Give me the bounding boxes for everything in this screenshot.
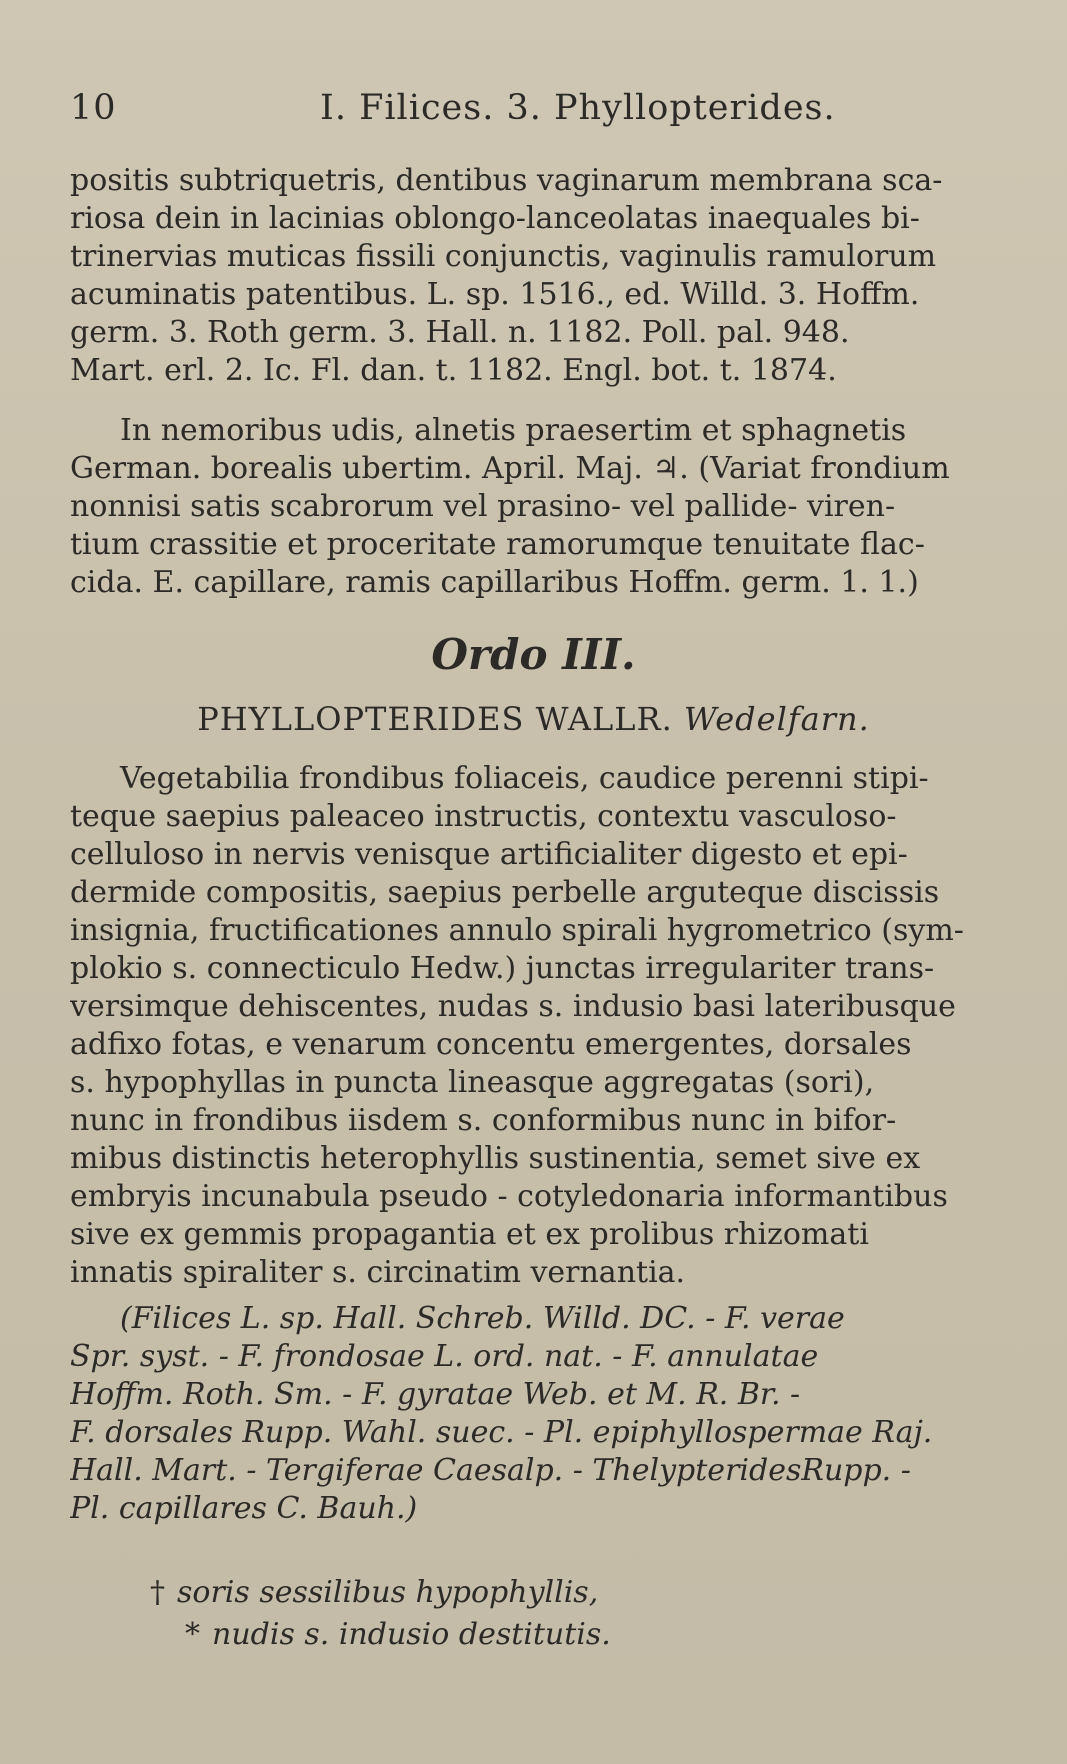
text-line: germ. 3. Roth germ. 3. Hall. n. 1182. Poll. pal. 948. bbox=[70, 315, 850, 350]
text-line: plokio s. connecticulo Hedw.) junctas irregulariter trans- bbox=[70, 951, 935, 986]
asterisk-symbol: * bbox=[185, 1617, 200, 1652]
text-line: acuminatis patentibus. L. sp. 1516., ed. Willd. 3. Hoffm. bbox=[70, 277, 920, 312]
running-title: I. Filices. 3. Phyllopterides. bbox=[320, 88, 836, 128]
text-line: cida. E. capillare, ramis capillaribus Hoffm. germ. 1. 1.) bbox=[70, 565, 919, 600]
text-line: trinervias muticas fissili conjunctis, vaginulis ramulorum bbox=[70, 239, 937, 274]
ordo-heading: Ordo III. bbox=[431, 630, 636, 679]
family-german-name: Wedelfarn. bbox=[683, 700, 870, 738]
text-line: (Filices L. sp. Hall. Schreb. Willd. DC. - F. verae bbox=[120, 1301, 845, 1336]
page-number: 10 bbox=[70, 88, 117, 128]
paragraph-description bbox=[70, 760, 1005, 1292]
text-line: positis subtriquetris, dentibus vaginarum membrana sca- bbox=[70, 163, 943, 198]
text-line: Pl. capillares C. Bauh.) bbox=[70, 1491, 418, 1526]
subdivision-heading-1 bbox=[150, 1575, 598, 1610]
text-line: In nemoribus udis, alnetis praesertim et sphagnetis bbox=[120, 413, 907, 448]
text-line: riosa dein in lacinias oblongo-lanceolatas inaequales bi- bbox=[70, 201, 920, 236]
text-line: German. borealis ubertim. April. Maj. ♃. (Variat frondium bbox=[70, 451, 950, 486]
text-line: celluloso in nervis venisque artificialiter digesto et epi- bbox=[70, 837, 908, 872]
family-name: PHYLLOPTERIDES WALLR. bbox=[197, 700, 673, 738]
text-line: Hall. Mart. - Tergiferae Caesalp. - ThelypteridesRupp. - bbox=[70, 1453, 911, 1488]
text-line: embryis incunabula pseudo - cotyledonaria informantibus bbox=[70, 1179, 948, 1214]
text-line: Mart. erl. 2. Ic. Fl. dan. t. 1182. Engl. bot. t. 1874. bbox=[70, 353, 837, 388]
text-line: nonnisi satis scabrorum vel prasino- vel pallide- viren- bbox=[70, 489, 896, 524]
text-line: dermide compositis, saepius perbelle arguteque discissis bbox=[70, 875, 940, 910]
family-heading bbox=[0, 700, 1067, 738]
subdivision-heading-2 bbox=[185, 1617, 611, 1652]
paragraph-synonyms bbox=[70, 1300, 1005, 1528]
subdivision-text: soris sessilibus hypophyllis, bbox=[177, 1575, 599, 1610]
paragraph-continuation bbox=[70, 162, 1005, 390]
text-line: nunc in frondibus iisdem s. conformibus nunc in bifor- bbox=[70, 1103, 897, 1138]
text-line: Hoffm. Roth. Sm. - F. gyratae Web. et M. R. Br. - bbox=[70, 1377, 801, 1412]
text-line: teque saepius paleaceo instructis, contextu vasculoso- bbox=[70, 799, 897, 834]
text-line: versimque dehiscentes, nudas s. indusio basi lateribusque bbox=[70, 989, 956, 1024]
text-line: Vegetabilia frondibus foliaceis, caudice perenni stipi- bbox=[120, 761, 929, 796]
paragraph-habitat bbox=[70, 412, 1005, 602]
text-line: innatis spiraliter s. circinatim vernantia. bbox=[70, 1255, 686, 1290]
text-line: s. hypophyllas in puncta lineasque aggregatas (sori), bbox=[70, 1065, 875, 1100]
text-line: sive ex gemmis propagantia et ex prolibus rhizomati bbox=[70, 1217, 869, 1252]
text-line: F. dorsales Rupp. Wahl. suec. - Pl. epiphyllospermae Raj. bbox=[70, 1415, 933, 1450]
subdivision-text: nudis s. indusio destitutis. bbox=[212, 1617, 611, 1652]
page-header bbox=[70, 82, 1010, 132]
text-line: mibus distinctis heterophyllis sustinentia, semet sive ex bbox=[70, 1141, 921, 1176]
text-line: adfixo fotas, e venarum concentu emergentes, dorsales bbox=[70, 1027, 912, 1062]
text-line: Spr. syst. - F. frondosae L. ord. nat. - F. annulatae bbox=[70, 1339, 819, 1374]
text-line: insignia, fructificationes annulo spirali hygrometrico (sym- bbox=[70, 913, 964, 948]
text-line: tium crassitie et proceritate ramorumque tenuitate flac- bbox=[70, 527, 925, 562]
dagger-symbol: † bbox=[150, 1575, 165, 1610]
